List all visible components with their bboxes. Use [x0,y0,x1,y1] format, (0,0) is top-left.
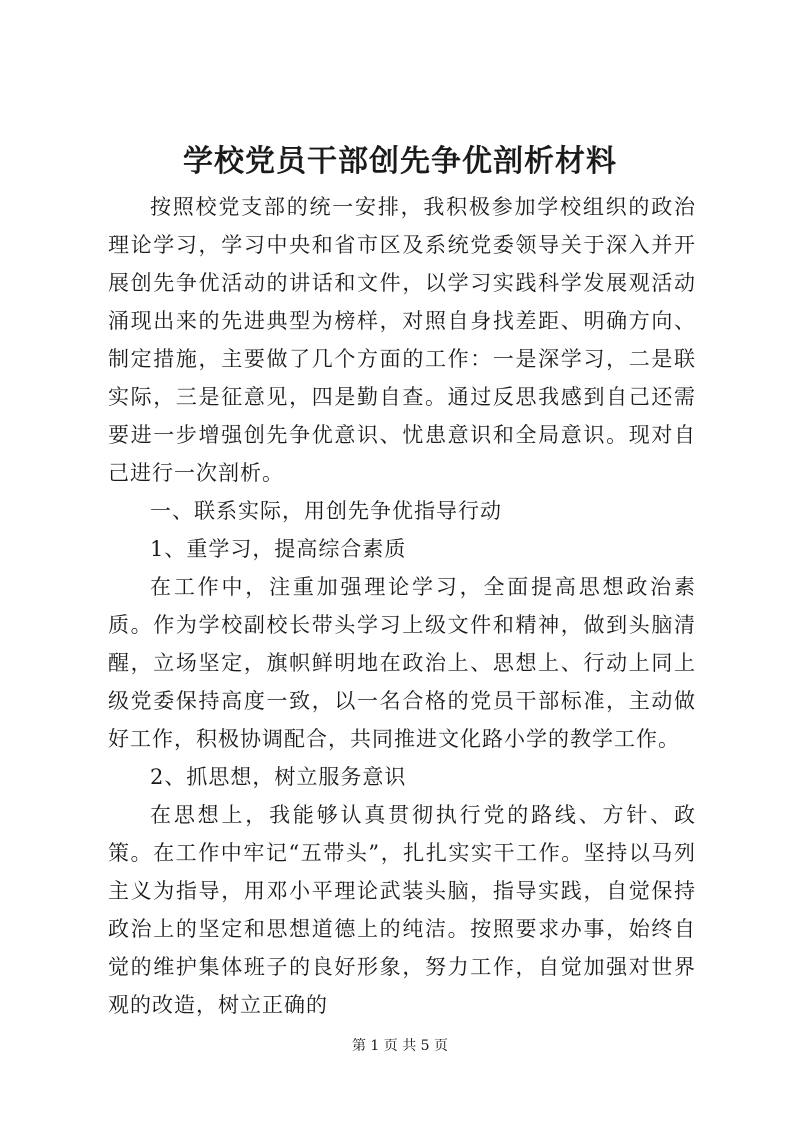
body-paragraph: 在工作中，注重加强理论学习，全面提高思想政治素质。作为学校副校长带头学习上级文件和精神，做到头脑清醒，立场坚定，旗帜鲜明地在政治上、思想上、行动上同上级党委保持高度一致，以一名合格的党员干部标准，主动做好工作，积极协调配合，共同推进文化路小学的教学工作。 [108,575,696,751]
body-paragraph: 在思想上，我能够认真贯彻执行党的路线、方针、政策。在工作中牢记“五带头”，扎扎实实干工作。坚持以马列主义为指导，用邓小平理论武装头脑，指导实践，自觉保持政治上的坚定和思想道德上的纯洁。按照要求办事，始终自觉的维护集体班子的良好形象，努力工作，自觉加强对世界观的改造，树立正确的 [108,803,696,1017]
page-number-footer: 第 1 页 共 5 页 [351,1038,449,1054]
document-body [108,188,696,1024]
subsection-heading-2: 2、抓思想，树立服务意识 [150,765,407,789]
subsection-heading-1: 1、重学习，提高综合素质 [150,537,407,561]
section-heading-1: 一、联系实际，用创先争优指导行动 [150,499,502,523]
document-title: 学校党员干部创先争优剖析材料 [183,144,617,179]
intro-paragraph: 按照校党支部的统一安排，我积极参加学校组织的政治理论学习，学习中央和省市区及系统党委领导关于深入并开展创先争优活动的讲话和文件，以学习实践科学发展观活动涌现出来的先进典型为榜样，对照自身找差距、明确方向、制定措施，主要做了几个方面的工作：一是深学习，二是联实际，三是征意见，四是勤自查。通过反思我感到自己还需要进一步增强创先争优意识、忧患意识和全局意识。现对自己进行一次剖析。 [108,195,696,485]
